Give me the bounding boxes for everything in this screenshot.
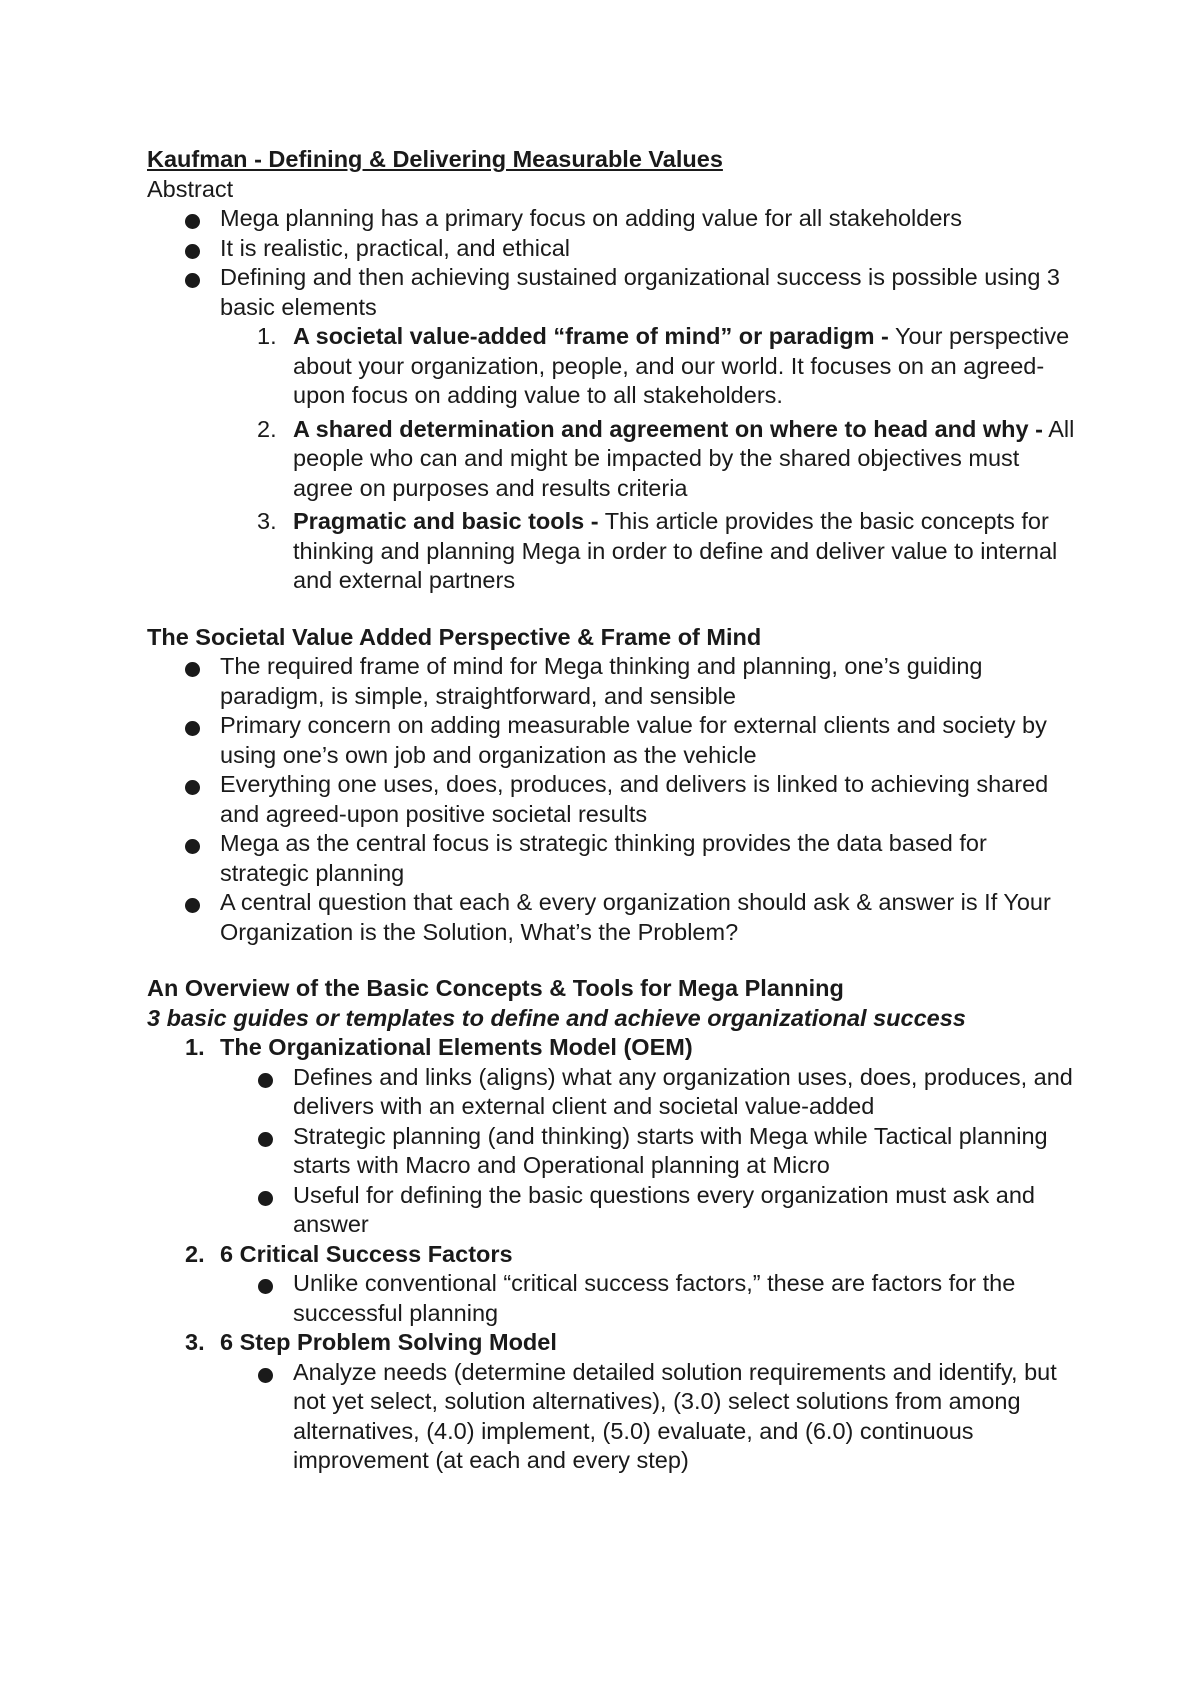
overview-item-2 <box>147 1240 1077 1270</box>
overview-item-3 <box>147 1328 1077 1358</box>
item-number: 1. <box>185 1034 205 1060</box>
overview-item-1 <box>147 1033 1077 1063</box>
societal-bullet: A central question that each & every organization should ask & answer is If Your Organization is the Solution, What’s the Problem? <box>147 888 1077 947</box>
abstract-element-2 <box>147 415 1077 504</box>
item-title: The Organizational Elements Model (OEM) <box>220 1034 693 1060</box>
societal-bullet: Everything one uses, does, produces, and delivers is linked to achieving shared and agreed-upon positive societal results <box>147 770 1077 829</box>
abstract-element-1 <box>147 322 1077 411</box>
item-number: 2. <box>185 1240 205 1267</box>
societal-bullet: The required frame of mind for Mega thinking and planning, one’s guiding paradigm, is simple, straightforward, and sensible <box>147 652 1077 711</box>
abstract-heading: Abstract <box>147 175 234 202</box>
element-text: All people who can and might be impacted by the shared objectives must agree on purposes and results criteria <box>293 415 1075 501</box>
overview-item-bullet: Unlike conventional “critical success factors,” these are factors for the successful planning <box>147 1269 1077 1328</box>
element-bold: Pragmatic and basic tools - <box>293 508 599 534</box>
abstract-bullet: Defining and then achieving sustained organizational success is possible using 3 basic elements <box>147 263 1077 322</box>
element-bold: A societal value-added “frame of mind” or paradigm - <box>293 323 889 349</box>
element-text: This article provides the basic concepts for thinking and planning Mega in order to define and deliver value to internal and external partners <box>293 508 1058 593</box>
overview-item-bullet: Strategic planning (and thinking) starts with Mega while Tactical planning starts with Macro and Operational planning at Micro <box>147 1122 1077 1181</box>
document-content <box>147 145 1077 1476</box>
societal-heading: The Societal Value Added Perspective & Frame of Mind <box>147 623 762 650</box>
item-number: 3. <box>185 1329 205 1355</box>
element-bold: A shared determination and agreement on where to head and why - <box>293 415 1043 442</box>
societal-bullet: Primary concern on adding measurable value for external clients and society by using one’s own job and organization as the vehicle <box>147 711 1077 770</box>
element-number: 1. <box>257 323 277 349</box>
abstract-element-3 <box>147 507 1077 596</box>
item-title: 6 Step Problem Solving Model <box>220 1329 557 1355</box>
abstract-bullet: It is realistic, practical, and ethical <box>147 234 1077 264</box>
document-title: Kaufman - Defining & Delivering Measurable Values <box>147 146 723 172</box>
element-text: Your perspective about your organization, people, and our world. It focuses on an agreed-upon focus on adding value to all stakeholders. <box>293 323 1070 408</box>
abstract-bullet: Mega planning has a primary focus on adding value for all stakeholders <box>147 204 1077 234</box>
societal-bullet: Mega as the central focus is strategic thinking provides the data based for strategic planning <box>147 829 1077 888</box>
overview-item-bullet: Useful for defining the basic questions every organization must ask and answer <box>147 1181 1077 1240</box>
item-title: 6 Critical Success Factors <box>220 1240 513 1267</box>
overview-subheading: 3 basic guides or templates to define and achieve organizational success <box>147 1004 966 1031</box>
element-number: 2. <box>257 415 277 442</box>
overview-item-bullet: Defines and links (aligns) what any organization uses, does, produces, and delivers with an external client and societal value-added <box>147 1063 1077 1122</box>
element-number: 3. <box>257 508 277 534</box>
overview-item-bullet: Analyze needs (determine detailed solution requirements and identify, but not yet select, solution alternatives), (3.0) select solutions from among alternatives, (4.0) implement, (5.0) evaluate, and (6.0) continuous improvement (at each and every step) <box>147 1358 1077 1476</box>
overview-heading: An Overview of the Basic Concepts & Tools for Mega Planning <box>147 975 844 1001</box>
